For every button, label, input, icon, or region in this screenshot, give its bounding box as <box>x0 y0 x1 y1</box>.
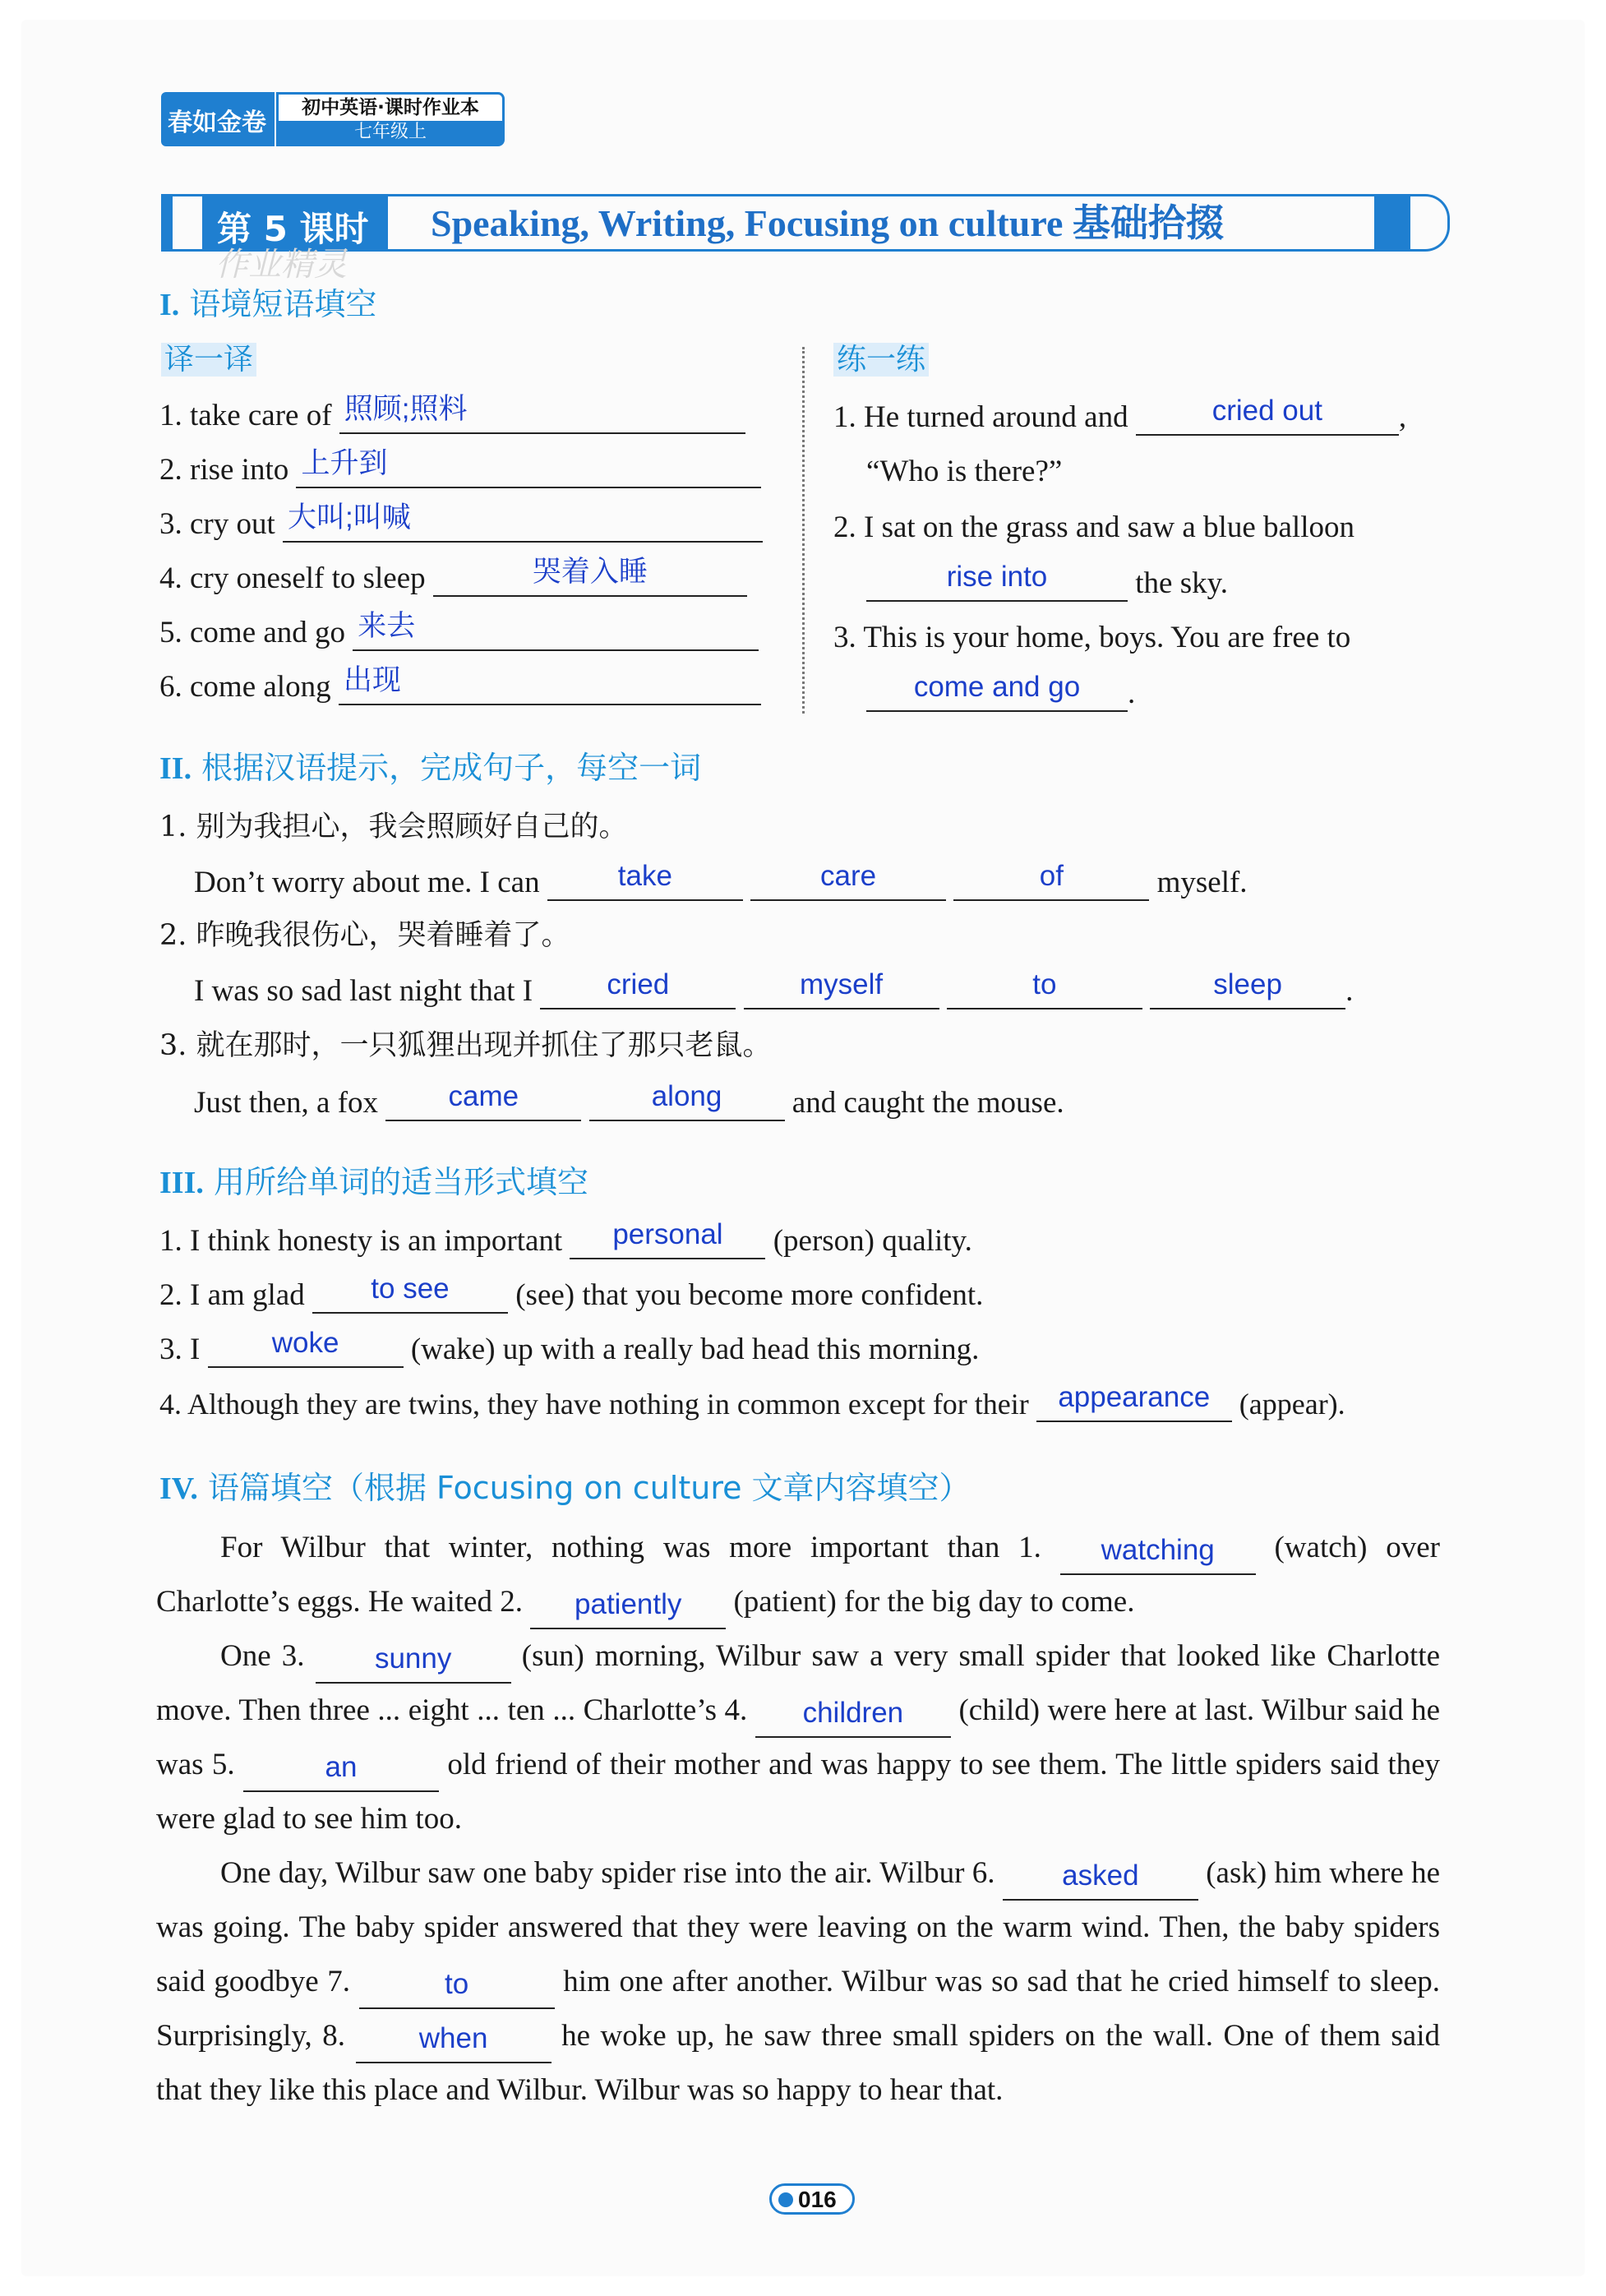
answer-blank[interactable] <box>953 860 1149 901</box>
answer-text: an <box>325 1751 358 1783</box>
answer-blank[interactable] <box>744 968 939 1009</box>
passage-text: One day, Wilbur saw one baby spider rise into the air. Wilbur 6. <box>220 1856 995 1890</box>
practice-item-3: 3. This is your home, boys. You are free to <box>833 621 1351 654</box>
phrase-item <box>159 556 747 597</box>
phrase-text: 5. come and go <box>159 616 346 649</box>
section1-title-text: 语境短语填空 <box>189 286 377 322</box>
answer-blank[interactable] <box>866 561 1128 602</box>
answer-text: asked <box>1062 1859 1139 1892</box>
page-number-badge <box>769 2183 855 2215</box>
sentence-text: and caught the mouse. <box>791 1086 1064 1120</box>
answer-text: 上升到 <box>301 447 388 479</box>
s2-item3-cn: 3. 就在那时，一只狐狸出现并抓住了那只老鼠。 <box>159 1029 772 1062</box>
sentence-text: (appear). <box>1239 1388 1345 1421</box>
section2-title-text: 根据汉语提示，完成句子，每空一词 <box>201 750 702 786</box>
s2-item3-en <box>194 1080 1064 1121</box>
passage-paragraph-2 <box>156 1629 1440 1846</box>
answer-blank[interactable] <box>1036 1381 1232 1422</box>
answer-text: children <box>802 1697 904 1729</box>
answer-blank[interactable] <box>359 1968 555 2009</box>
answer-text: myself <box>800 968 884 1000</box>
answer-blank[interactable] <box>589 1080 785 1121</box>
phrase-item <box>159 501 763 543</box>
answer-blank[interactable] <box>530 1588 726 1629</box>
answer-blank[interactable] <box>208 1327 404 1368</box>
passage-text: (watch) over Charlotte’s eggs. He waited 2. <box>156 1531 1441 1619</box>
passage-text: For Wilbur that winter, nothing was more important than 1. <box>220 1531 1041 1564</box>
answer-blank[interactable] <box>353 610 759 651</box>
answer-blank[interactable] <box>1003 1859 1198 1901</box>
answer-text: 照顾;照料 <box>344 393 468 425</box>
phrase-text: 2. rise into <box>159 453 289 487</box>
answer-blank[interactable] <box>356 2022 551 2063</box>
passage-paragraph-1 <box>156 1521 1440 1629</box>
s3-item <box>159 1273 984 1314</box>
phrase-item <box>159 447 761 488</box>
sub-translate: 译一译 <box>161 343 256 377</box>
section1-title <box>159 284 376 325</box>
page-dot-icon <box>778 2192 793 2207</box>
lesson-number: 第 5 课时 <box>217 209 369 249</box>
answer-text: when <box>418 2022 488 2054</box>
watermark: 作业精灵 <box>215 246 347 284</box>
section1-left-sub <box>161 342 256 378</box>
phrase-item <box>159 610 759 651</box>
section3-title-text: 用所给单词的适当形式填空 <box>213 1164 588 1200</box>
practice-text: . <box>1128 677 1136 710</box>
answer-text: sunny <box>374 1642 452 1675</box>
passage <box>156 1521 1440 2118</box>
answer-blank[interactable] <box>433 556 747 597</box>
practice-item-2: 2. I sat on the grass and saw a blue balloon <box>833 510 1354 544</box>
answer-blank[interactable] <box>755 1697 951 1738</box>
section4-title-text: 语篇填空（根据 Focusing on culture 文章内容填空） <box>207 1470 971 1506</box>
practice-item-1 <box>833 395 1407 436</box>
answer-text: of <box>1039 860 1064 892</box>
section4-num: IV. <box>159 1471 198 1506</box>
practice-text: , <box>1398 400 1407 434</box>
answer-text: rise into <box>946 561 1048 593</box>
answer-blank[interactable] <box>1060 1534 1256 1575</box>
header-logo <box>161 92 275 146</box>
sentence-text: 2. I am glad <box>159 1278 305 1312</box>
answer-text: take <box>617 860 672 892</box>
lesson-banner-end <box>1374 194 1410 252</box>
practice-item-2-line2 <box>866 561 1228 602</box>
sub-practice: 练一练 <box>833 343 929 377</box>
passage-text: (patient) for the big day to come. <box>733 1585 1135 1619</box>
answer-text: woke <box>271 1327 339 1359</box>
answer-text: care <box>820 860 877 892</box>
answer-text: to <box>1032 968 1057 1000</box>
phrase-item <box>159 664 761 705</box>
phrase-item <box>159 393 745 434</box>
answer-blank[interactable] <box>296 447 761 488</box>
answer-blank[interactable] <box>339 393 745 434</box>
sentence-text: 3. I <box>159 1333 201 1366</box>
page-number: 016 <box>798 2187 837 2212</box>
answer-text: 来去 <box>358 610 416 642</box>
passage-text: old friend of their mother and was happy to see them. The little spiders said they were glad to see him too. <box>156 1748 1441 1836</box>
answer-text: 哭着入睡 <box>532 556 648 588</box>
sentence-text: Don’t worry about me. I can <box>194 866 540 899</box>
section3-title <box>159 1162 588 1203</box>
answer-blank[interactable] <box>947 968 1142 1009</box>
sentence-text: (person) quality. <box>773 1224 972 1258</box>
passage-text: (child) were here at last. Wilbur said he was 5. <box>156 1693 1441 1781</box>
phrase-text: 1. take care of <box>159 399 332 432</box>
passage-paragraph-3 <box>156 1846 1440 2118</box>
sentence-text: myself. <box>1156 866 1248 899</box>
answer-text: came <box>448 1080 519 1112</box>
sentence-text: (wake) up with a really bad head this morning. <box>410 1333 980 1366</box>
section1-right-sub <box>833 342 929 378</box>
s2-item2-cn: 2. 昨晚我很伤心，哭着睡着了。 <box>159 919 570 952</box>
answer-blank[interactable] <box>866 671 1128 712</box>
s3-item <box>159 1327 980 1368</box>
answer-blank[interactable] <box>339 664 761 705</box>
answer-blank[interactable] <box>570 1218 765 1259</box>
answer-text: cried out <box>1211 395 1322 427</box>
answer-text: cried <box>607 968 670 1000</box>
answer-text: 出现 <box>343 664 401 696</box>
section3-num: III. <box>159 1166 204 1200</box>
s3-item <box>159 1381 1345 1422</box>
s2-item1-en <box>194 860 1248 901</box>
section2-num: II. <box>159 751 192 786</box>
sentence-text: I was so sad last night that I <box>194 974 533 1008</box>
phrase-text: 6. come along <box>159 670 331 704</box>
answer-blank[interactable] <box>385 1080 581 1121</box>
answer-text: come and go <box>913 671 1081 703</box>
sentence-text: 1. I think honesty is an important <box>159 1224 563 1258</box>
passage-text: (ask) him where he was going. The baby spider answered that they were leaving on the warm wind. Then, the baby spiders said goodbye 7. <box>156 1856 1440 1998</box>
s2-item1-cn: 1. 别为我担心，我会照顾好自己的。 <box>159 811 628 843</box>
answer-blank[interactable] <box>312 1273 508 1314</box>
header-series-box <box>276 92 505 146</box>
practice-item-1-line2: “Who is there?” <box>866 455 1063 488</box>
section1-num: I. <box>159 288 180 322</box>
header-series: 初中英语·课时作业本 <box>302 97 479 118</box>
answer-text: along <box>651 1080 722 1112</box>
practice-item-3-line2 <box>866 671 1136 712</box>
s2-item2-en <box>194 968 1354 1009</box>
section4-title <box>159 1468 971 1508</box>
passage-text: One 3. <box>220 1639 305 1673</box>
answer-blank[interactable] <box>547 860 743 901</box>
practice-text: 1. He turned around and <box>833 400 1128 434</box>
answer-blank[interactable] <box>540 968 736 1009</box>
sentence-text: 4. Although they are twins, they have nothing in common except for their <box>159 1388 1029 1421</box>
sentence-text: (see) that you become more confident. <box>515 1278 984 1312</box>
sentence-text: . <box>1345 974 1354 1008</box>
answer-blank[interactable] <box>1136 395 1399 436</box>
answer-text: personal <box>612 1218 723 1250</box>
answer-text: 大叫;叫喊 <box>288 501 411 534</box>
answer-blank[interactable] <box>243 1751 439 1792</box>
answer-text: to see <box>371 1273 450 1305</box>
lesson-banner-bar <box>161 194 173 252</box>
answer-text: sleep <box>1213 968 1282 1000</box>
answer-text: patiently <box>575 1588 682 1620</box>
phrase-text: 4. cry oneself to sleep <box>159 561 426 595</box>
practice-text: the sky. <box>1135 566 1228 600</box>
logo-text: 春如金卷 <box>168 109 266 137</box>
section2-title <box>159 748 701 788</box>
answer-blank[interactable] <box>283 501 763 543</box>
passage-text: he woke up, he saw three small spiders on the wall. One of them said that they like this place and Wilbur. Wilbur was so happy to hear that. <box>156 2019 1441 2107</box>
header-grade: 七年级上 <box>279 121 502 144</box>
answer-text: to <box>445 1968 469 2000</box>
answer-blank[interactable] <box>1150 968 1345 1009</box>
sentence-text: Just then, a fox <box>194 1086 379 1120</box>
s3-item <box>159 1218 972 1259</box>
answer-text: appearance <box>1058 1381 1211 1413</box>
passage-text: him one after another. Wilbur was so sad that he cried himself to sleep. Surprisingly, 8. <box>156 1965 1440 2053</box>
phrase-text: 3. cry out <box>159 507 275 541</box>
answer-blank[interactable] <box>750 860 946 901</box>
answer-blank[interactable] <box>316 1642 511 1684</box>
lesson-title: Speaking, Writing, Focusing on culture 基础拾掇 <box>431 202 1224 244</box>
column-divider <box>802 347 805 714</box>
answer-text: watching <box>1101 1534 1215 1566</box>
passage-text: (sun) morning, Wilbur saw a very small spider that looked like Charlotte move. Then three ... eight ... ten ... Charlotte’s 4. <box>156 1639 1441 1727</box>
